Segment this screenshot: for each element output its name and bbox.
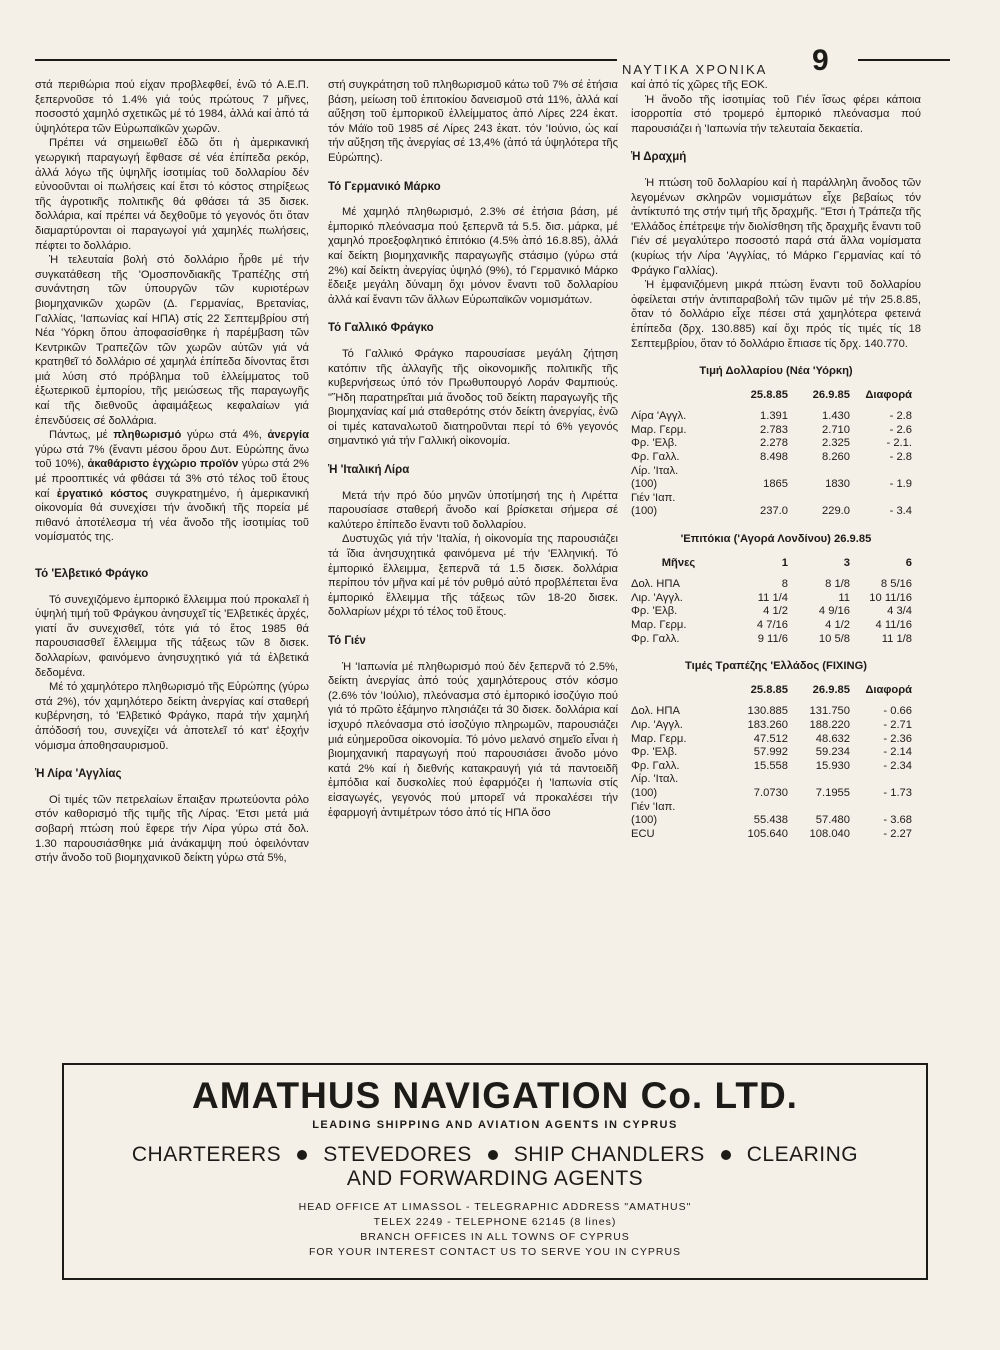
section-heading: Ἡ Δραχμή [631, 151, 687, 164]
table-row [631, 410, 921, 424]
row-label: Λίρ. 'Ιταλ. [631, 773, 679, 786]
header-cell [631, 389, 726, 403]
cell: 237.0 [760, 505, 788, 518]
cell [788, 801, 850, 815]
row-label: Λιρ. 'Αγγλ. [631, 718, 683, 731]
text-run: γύρω στά 7% (ἔναντι μέσου ὅρου Δυτ. Εὐρώπης ἄνω τοῦ 10%), [35, 443, 309, 471]
cell: 1.391 [760, 410, 788, 423]
text-run: συγκρατημένο, ἡ ἀμερικανική οἰκονομία θά συνεχίσει τήν ἀνοδική τῆς πορεία μέ πιθανό ἀποτέλεσμα τή νέα ἄνοδο τῆς ἰσοτιμίας τοῦ νομίσματός της. [35, 487, 309, 544]
row-label: ECU [631, 827, 655, 840]
header-cell: 6 [905, 556, 912, 569]
row-label: Μαρ. Γερμ. [631, 423, 687, 436]
cell: 11 1/8 [881, 632, 912, 645]
bold-term: πληθωρισμό [113, 429, 182, 442]
row-label: Μαρ. Γερμ. [631, 732, 687, 745]
ad-address-line: HEAD OFFICE AT LIMASSOL - TELEGRAPHIC ADDRESS "AMATHUS" [298, 1201, 692, 1213]
bold-term: ἀκαθάριστο ἐγχώριο προϊόν [87, 458, 239, 471]
header-cell: 3 [843, 556, 850, 569]
table-header [631, 389, 921, 403]
cell: 8 1/8 [825, 578, 850, 591]
header-cell: 26.9.85 [812, 683, 850, 696]
cell: 9 11/6 [757, 632, 788, 645]
section-heading: Τό 'Ελβετικό Φράγκο [35, 568, 149, 580]
table-caption: 'Επιτόκια ('Αγορά Λονδίνου) 26.9.85 [680, 533, 872, 546]
cell: - 2.14 [883, 746, 912, 759]
table-bank-of-greece-fixing [631, 660, 921, 841]
cell: 48.632 [815, 732, 850, 745]
cell [726, 465, 788, 479]
bullet-icon [721, 1150, 731, 1160]
cell: 11 1/4 [757, 591, 788, 604]
cell: - 1.9 [889, 478, 912, 491]
row-label: (100) [631, 786, 658, 799]
column-1 [35, 78, 309, 866]
cell: 4 1/2 [825, 619, 850, 631]
row-label: Γιέν 'Ιαπ. [631, 491, 676, 504]
magazine-title: ΝΑΥΤΙΚΑ ΧΡΟΝΙΚΑ [622, 62, 768, 77]
row-label: Λίρα 'Αγγλ. [631, 410, 687, 423]
table-row [631, 451, 921, 465]
column-2 [328, 78, 618, 820]
text-run: γύρω στά 4%, [181, 429, 268, 442]
table-row [631, 424, 921, 438]
cell: 1865 [763, 478, 788, 491]
paragraph: στή συγκράτηση τοῦ πληθωρισμοῦ κάτω τοῦ 7% σέ ἐτήσια βάση, μείωση τοῦ ἐπιτοκίου δανεισμοῦ στά 11%, ἀλλά καί αὔξηση τοῦ ἐμπορικοῦ ἐλλείμματος ἀπό Λίρες 224 ἑκατ. τόν Μάϊο τοῦ 1985 σέ Λίρες 243 ἑκατ. τόν 'Ιούνιο, ὡς καί τήν αὔξηση τῆς ἀνεργίας σέ 13,4% (ἀπό τά ὑψηλότερα τῆς Εὐρώπης). [328, 79, 618, 164]
row-label: Φρ. 'Ελβ. [631, 437, 678, 450]
table-dollar [631, 365, 921, 519]
advertisement-box [62, 1063, 928, 1280]
cell: - 1.73 [883, 786, 912, 799]
cell: 59.234 [815, 746, 850, 759]
bold-term: ἐργατικό κόστος [56, 487, 148, 500]
table-row [631, 492, 921, 506]
page-number: 9 [812, 44, 829, 77]
cell: - 2.8 [889, 410, 912, 423]
paragraph: Ἡ 'Ιαπωνία μέ πληθωρισμό πού δέν ξεπερνᾶ τό 2.5%, δείκτη ἀνεργίας ἀπό τούς χαμηλότερους στόν κόσμο (2.6% τόν 'Ιούλιο), πλεόνασμα στό ἐμπορικό ἰσοζύγιο πού γιά τό πρῶτο ἑξάμηνο πλησιάζει τά 30 δισεκ. δολλάρια καί ἰσχυρό πλεόνασμα στό ἰσοζύγιο πληρωμῶν, παρουσιάζει μιά εὐημεροῦσα οἰκονομία. Τό μόνο μελανό σημεῖο εἶναι ἡ βιομηχανική παραγωγή πού παρουσιάσει ἄνοδο μόνο κατά 2% καί ἡ διεθνής κατακραυγή γιά τά παντοειδῆ ἐμπόδια καί δυσκολίες πού ἐφαρμόζει ἡ 'Ιαπωνία στίς εἰσαγωγές, γεγονός πού μπορεῖ νά προκαλέσει τήν ἐφαρμογή ἀντιμέτρων τόσο ἀπό τίς ΗΠΑ ὅσο [328, 660, 618, 819]
paragraph: στά περιθώρια πού είχαν προβλεφθεί, ἐνῶ τό Α.Ε.Π. ξεπερνοῦσε τό 1.4% γιά τούς πρώτους 7 μῆνες, ποσοστό χαμηλό σχετικῶς μέ τό 1984, ἀλλά καί ἀπό τά ὑψηλότερα τῶν Εὐρωπαϊκῶν χωρῶν. [35, 79, 309, 135]
cell: 15.558 [753, 759, 788, 772]
paragraph: Οἱ τιμές τῶν πετρελαίων ἔπαιξαν πρωτεύοντα ρόλο στόν καθορισμό τῆς τιμῆς τῆς Λίρας. 'Ετσι μετά μιά σοβαρή πτώση πού ἔφερε τήν Λίρα γύρω στά δολ. 1.30 παρουσιάσθηκε μιά ἀνάκαμψη πού ὀφειλόνταν στήν ἄνοδο τοῦ βιομηχανικοῦ δείκτη γύρω στά 5%, [35, 793, 309, 865]
cell: 4 1/2 [763, 605, 788, 618]
cell: 4 9/16 [818, 605, 850, 618]
ad-branches-line: BRANCH OFFICES IN ALL TOWNS OF CYPRUS [360, 1231, 630, 1243]
row-label: Μαρ. Γερμ. [631, 619, 687, 631]
section-heading: Τό Γερμανικό Μάρκο [328, 180, 441, 193]
ad-service: CHARTERERS [131, 1143, 282, 1166]
cell: 8.498 [760, 451, 788, 464]
header-cell: Διαφορά [865, 388, 912, 401]
table-row [631, 801, 921, 815]
table-row [631, 705, 921, 719]
cell [850, 801, 912, 815]
row-label: (100) [631, 478, 658, 491]
cell: 55.438 [753, 814, 788, 827]
cell [726, 492, 788, 506]
table-row [631, 619, 921, 633]
text-run: Πάντως, μέ [49, 429, 114, 442]
header-cell: 25.8.85 [750, 388, 788, 401]
paragraph: Μέ χαμηλό πληθωρισμό, 2.3% σέ ἐτήσια βάση, μέ ἐμπορικό πλεόνασμα πού ξεπερνᾶ τά 5.5. δισ. μάρκα, μέ χαμηλό προεξοφλητικό ἐπιτόκιο (4.5% ἀπό 16.8.85), ἀλλά καί δείκτη βιομηχανικῆς παραγωγῆς στάσιμο (γύρω στά 2%) καί δείκτη ἀνεργίας ὑψηλό (9%), τό Γερμανικό Μάρκο ἔδειξε μεγάλη δύναμη ὄχι μόνον ἔναντι τοῦ δολλαρίου ἀλλά καί ἔναντι τῶν ἄλλων Εὐρωπαϊκῶν νομισμάτων. [328, 206, 618, 306]
table-row [631, 787, 921, 801]
cell: - 3.68 [883, 814, 912, 827]
bold-term: ἀνεργία [267, 429, 309, 442]
section-heading: Ἡ 'Ιταλική Λίρα [328, 464, 410, 477]
cell [850, 465, 912, 479]
row-label: Φρ. Γαλλ. [631, 759, 680, 772]
cell: 2.783 [760, 423, 788, 436]
cell: 11 [838, 591, 850, 604]
header-cell: 25.8.85 [750, 683, 788, 696]
row-label: Λίρ. 'Ιταλ. [631, 464, 679, 477]
paragraph: Μέ τό χαμηλότερο πληθωρισμό τῆς Εὐρώπης (γύρω στά 2%), τόν χαμηλότερο δείκτη ἀνεργίας καί σταθερή κυβέρνηση, τό 'Ελβετικό Φράγκο, παρά τήν χαμηλή ἀπόδοσή του, συνεχίζει νά ἀποτελεῖ τό κατ' ἐξοχήν νόμισμα ἀποθησαυρισμοῦ. [35, 681, 309, 752]
cell: 8.260 [822, 451, 850, 464]
cell: 57.992 [753, 746, 788, 759]
table-row [631, 773, 921, 787]
cell: - 2.36 [883, 732, 912, 745]
paragraph: Ἡ τελευταία βολή στό δολλάριο ἦρθε μέ τήν συγκατάθεση τῆς 'Ομοσπονδιακῆς Τραπέζης στή συνάντηση τῶν ὑπουργῶν τῶν κυριοτέρων βιομηχανικῶν χωρῶν (Δ. Γερμανίας, Βρετανίας, Γαλλίας, 'Ιαπωνίας καί ΗΠΑ) στίς 22 Σεπτεμβρίου στή Νέα 'Υόρκη ὅπου ἀποφασίσθηκε ἡ παρέμβαση τῶν Κεντρικῶν Τραπεζῶν τῶν χωρῶν αὐτῶν γιά νά κρατηθεῖ τό δολλάριο σέ χαμηλά ἐπίπεδα δίνοντας ἔτσι μιά λύση στό πρόβλημα τοῦ ἐλλείμματος τοῦ ἐξωτερικοῦ ἐμπορίου, τῆς μειώσεως τῆς παραγωγῆς καί τῆς διεθνοῦς ἀφαιμάξεως κεφαλαίων γιά ἐπενδύσεις σέ δολλάρια. [35, 254, 309, 427]
header-rule-right [858, 59, 950, 61]
table-header [631, 684, 921, 698]
table-caption: Τιμές Τραπέζης 'Ελλάδος (FIXING) [684, 660, 868, 673]
ad-closing-line: FOR YOUR INTEREST CONTACT US TO SERVE YOU IN CYPRUS [308, 1246, 682, 1258]
cell: 10 5/8 [818, 632, 850, 645]
cell: 229.0 [822, 505, 850, 518]
cell: - 2.6 [889, 423, 912, 436]
cell: 15.930 [815, 759, 850, 772]
cell: - 2.8 [889, 451, 912, 464]
table-caption: Τιμή Δολλαρίου (Νέα 'Υόρκη) [699, 365, 853, 378]
cell: - 0.66 [883, 705, 912, 718]
cell: - 3.4 [889, 505, 912, 518]
cell: 2.710 [822, 423, 850, 436]
header-cell [631, 684, 726, 698]
ad-company-name: AMATHUS NAVIGATION Co. LTD. [192, 1075, 798, 1116]
cell [850, 773, 912, 787]
table-row [631, 633, 921, 647]
cell [850, 492, 912, 506]
paragraph: Ἡ ἄνοδο τῆς ἰσοτιμίας τοῦ Γιέν ἴσως φέρει κάποια ἰσορροπία στό τρομερό ἐμπορικό πλεόνασμα πού παρουσιάζει ἡ 'Ιαπωνία τήν τελευταία δεκαετία. [631, 93, 921, 135]
paragraph: καί ἀπό τίς χῶρες τῆς ΕΟΚ. [631, 79, 768, 91]
paragraph: Δυστυχῶς γιά τήν 'Ιταλία, ἡ οἰκονομία της παρουσιάζει τά ἴδια ἀνησυχητικά φαινόμενα μέ τήν 'Ελληνική. Τό ἐμπορικό ἔλλειμμα, ξεπερνᾶ τά 1.5 δισεκ. δολλάρια περίπου τόν μῆνα καί μέ τόν ρυθμό αὐτό προβλέπεται ἔνα ἐμπορικό ἔλλειμμα τῆς τάξεως τῶν 18-20 δισεκ. δολλαρίων μέχρι τό τέλος τοῦ ἔτους. [328, 533, 618, 619]
cell: 8 5/16 [880, 578, 912, 591]
cell: 10 11/16 [869, 591, 912, 604]
ad-service: SHIP CHANDLERS [513, 1143, 705, 1166]
row-label: Φρ. Γαλλ. [631, 451, 680, 464]
table-row [631, 592, 921, 606]
paragraph: Ἡ πτώση τοῦ δολλαρίου καί ἡ παράλληλη ἄνοδος τῶν λεγομένων σκληρῶν νομισμάτων εἶχε βεβαίως τόν ἀντίκτυπό της στήν τιμή τῆς δραχμῆς. "Ετσι ἡ Τράπεζα τῆς 'Ελλάδος ἐπέτρεψε τήν διολίσθηση τῆς δραχμῆς ἔναντι τοῦ Γιέν σέ μεγαλύτερο ποσοστό παρά στά ἄλλα νομίσματα (κυρίως τήν Λίρα 'Αγγλίας, τό Μάρκο Γερμανίας καί τό Φράγκο Γαλλίας). [631, 176, 921, 277]
cell: - 2.34 [883, 759, 912, 772]
cell: 4 3/4 [887, 605, 912, 618]
table-header [631, 557, 921, 571]
paragraph: Πρέπει νά σημειωθεῖ ἐδῶ ὅτι ἡ ἀμερικανική γεωργική παραγωγή ἔφθασε σέ νέα ἐπίπεδα ρεκόρ, ἀλλά λόγω τῆς ὑψηλῆς ἰσοτιμίας τοῦ δολλαρίου δέν εὐνοοῦνται οἱ πωλήσεις καί ἔτσι τό κόστος στηρίξεως τῆς ἀγροτικῆς πολιτικῆς θά φθάσει τά 35 δισεκ. δολλάρια, καί πρέπει νά δεχθοῦμε τό γεγονός ὅτι ὅταν διαμαρτύρονται οἱ παραγωγοί γιά χαμηλές πωλήσεις, πέφτει το δολλάριο. [35, 137, 309, 252]
paragraph: Τό Γαλλικό Φράγκο παρουσίασε μεγάλη ζήτηση κατόπιν τῆς ἀλλαγῆς τῆς οἰκονομικῆς πολιτικῆς τῆς κυβερνήσεως ὑπό τόν Πρωθυπουργό Λοράν Φαμπιούς. "Ἤδη παρατηρεῖται μιά ἄνοδος τοῦ δείκτη παραγωγῆς τῆς βιομηχανίας καί μιά σταθερότης στόν δείκτη ἀνεργίας, ἐνῶ οἱ τιμές καταναλωτοῦ διατηροῦνται περί τό 6% γεγονός σημαντικό γιά τήν Γαλλική οἰκονομία. [328, 347, 618, 448]
paragraph: Ἡ ἐμφανιζόμενη μικρά πτώση ἔναντι τοῦ δολλαρίου ὀφείλεται στήν ἀντιπαραβολή τῶν τιμῶν μέ τήν 25.8.85, ὅταν τό δολλάριο εἶχε πέσει στά χαμηλότερα φετεινά ἐπίπεδα (δρχ. 130.885) καί ὄχι πρός τίς τιμές τίς 18 Σεπτεμβρίου, ὅταν τό δολλάριο ἔπιασε τίς δρχ. 140.770. [631, 279, 921, 350]
header-cell: 26.9.85 [812, 388, 850, 401]
paragraph-highlights [35, 428, 309, 545]
cell: - 2.1. [886, 437, 912, 450]
text-run: γύρω στά 2% μέ προοπτικές νά φθάσει τά 3% στό τέλος τοῦ ἔτους καί [35, 458, 310, 500]
ad-service: CLEARING [746, 1143, 859, 1166]
cell: - 2.27 [883, 827, 912, 840]
section-heading: Τό Γιέν [328, 635, 366, 647]
row-label: (100) [631, 505, 658, 518]
paragraph: Τό συνεχιζόμενο ἐμπορικό ἔλλειμμα πού προκαλεῖ ἡ ὑψηλή τιμή τοῦ Φράγκου ἀνησυχεῖ τίς 'Ελβετικές ἀρχές, γιατί ἄν συνεχισθεῖ, τότε γιά τό ἔτος 1985 θά παρουσιασθεῖ ἔλλειμμα τῆς τάξεως τῶν 8 δισεκ. δολλαρίων, φαινόμενο ἀνησυχητικό γιά τά ἐλβετικά δεδομένα. [35, 593, 309, 679]
section-heading: Τό Γαλλικό Φράγκο [328, 322, 434, 335]
row-label: Γιέν 'Ιαπ. [631, 800, 676, 813]
table-row [631, 437, 921, 451]
row-label: Φρ. 'Ελβ. [631, 746, 678, 759]
row-label: Δολ. ΗΠΑ [631, 705, 680, 718]
cell: 2.325 [822, 437, 850, 450]
cell: 7.1955 [815, 786, 850, 799]
paragraph: Μετά τήν πρό δύο μηνῶν ὑποτίμησή της ἡ Λιρέττα παρουσίασε σταθερή ἄνοδο καί βρίσκεται σήμερα σέ καλύτερο ἐπίπεδο ἔναντι τοῦ δολλαρίου. [328, 489, 618, 531]
cell: 7.0730 [753, 786, 788, 799]
cell: 130.885 [747, 705, 788, 718]
cell: 2.278 [760, 437, 788, 450]
table-row [631, 578, 921, 592]
cell: 8 [781, 578, 788, 591]
ad-service: STEVEDORES [323, 1143, 472, 1166]
ad-services [64, 1143, 926, 1191]
cell: 1830 [825, 478, 850, 491]
cell: 131.750 [809, 705, 850, 718]
ad-contact-line: TELEX 2249 - TELEPHONE 62145 (8 lines) [373, 1216, 617, 1228]
header-rule-left [35, 59, 617, 61]
row-label: (100) [631, 814, 658, 827]
header-cell: Διαφορά [865, 683, 912, 696]
cell [726, 801, 788, 815]
table-row [631, 746, 921, 760]
cell: 183.260 [747, 718, 788, 731]
bullet-icon [488, 1150, 498, 1160]
ad-service: AND FORWARDING AGENTS [346, 1167, 644, 1190]
table-interest-rates [631, 533, 921, 646]
row-label: Δολ. ΗΠΑ [631, 578, 680, 591]
bullet-icon [297, 1150, 307, 1160]
table-row [631, 465, 921, 479]
header-cell: Μῆνες [661, 556, 696, 569]
table-row [631, 719, 921, 733]
row-label: Λιρ. 'Αγγλ. [631, 591, 683, 604]
cell: 57.480 [815, 814, 850, 827]
header-cell: 1 [781, 556, 788, 569]
row-label: Φρ. Γαλλ. [631, 632, 680, 645]
cell: 188.220 [809, 718, 850, 731]
table-row [631, 733, 921, 747]
row-label: Φρ. 'Ελβ. [631, 605, 678, 618]
cell [788, 465, 850, 479]
section-heading: Ἡ Λίρα 'Αγγλίας [35, 768, 122, 781]
column-3 [631, 78, 921, 841]
cell: 105.640 [747, 827, 788, 840]
table-row [631, 814, 921, 828]
cell: 108.040 [809, 827, 850, 840]
table-row [631, 760, 921, 774]
cell: 4 11/16 [875, 619, 912, 631]
cell [788, 492, 850, 506]
table-row [631, 505, 921, 519]
ad-tagline: LEADING SHIPPING AND AVIATION AGENTS IN CYPRUS [312, 1119, 678, 1131]
cell [788, 773, 850, 787]
cell [726, 773, 788, 787]
cell: - 2.71 [883, 718, 912, 731]
cell: 1.430 [822, 410, 850, 423]
table-row [631, 828, 921, 842]
cell: 47.512 [753, 732, 788, 745]
cell: 4 7/16 [756, 619, 788, 631]
table-row [631, 478, 921, 492]
table-row [631, 605, 921, 619]
